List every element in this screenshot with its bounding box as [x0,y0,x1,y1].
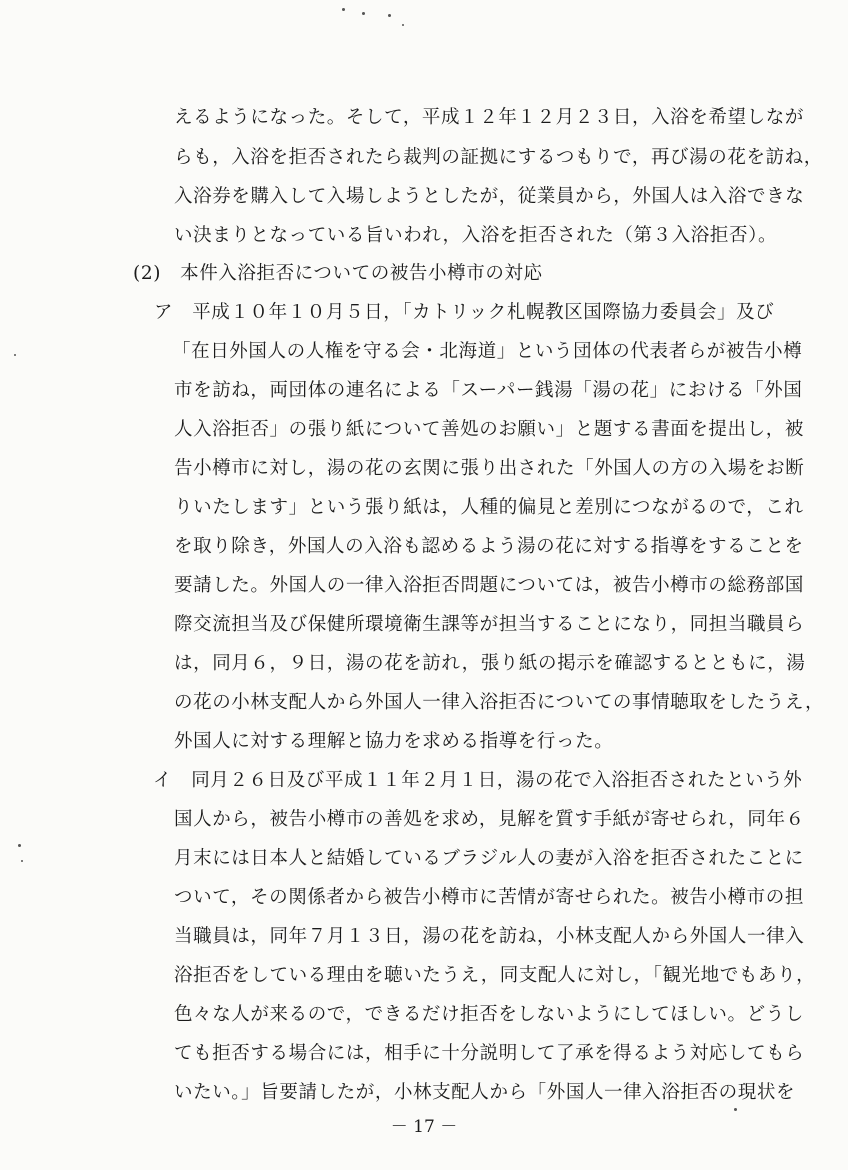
text-line: い決まりとなっている旨いわれ，入浴を拒否された（第３入浴拒否）。 [174,225,778,246]
text-line: ア 平成１０年１０月５日，「カトリック札幌教区国際協力委員会」及び [154,302,775,323]
text-line: 月末には日本人と結婚しているブラジル人の妻が入浴を拒否されたことに [174,848,804,869]
text-line: りいたします」という張り紙は，人種的偏見と差別につながるので，これ [174,497,804,518]
text-line: 色々な人が来るので，できるだけ拒否をしないようにしてほしい。どうし [174,1004,804,1025]
text-line: 国人から，被告小樽市の善処を求め，見解を質す手紙が寄せられ，同年６ [174,809,805,830]
text-line: 要請した。外国人の一律入浴拒否問題については，被告小樽市の総務部国 [174,575,804,596]
text-line: 人入浴拒否」の張り紙について善処のお願い」と題する書面を提出し，被 [174,419,804,440]
text-line: イ 同月２６日及び平成１１年２月１日，湯の花で入浴拒否されたという外 [153,770,803,791]
scan-speck [342,8,345,11]
text-line: えるようになった。そして，平成１２年１２月２３日，入浴を希望しなが [174,107,804,128]
text-line: は，同月６，９日，湯の花を訪れ，張り紙の掲示を確認するとともに，湯 [174,653,806,674]
text-line: 外国人に対する理解と協力を求める指導を行った。 [174,731,614,752]
page-number: － 17 － [390,1117,458,1137]
text-line: 際交流担当及び保健所環境衛生課等が担当することになり，同担当職員ら [174,614,805,635]
scan-speck [388,14,391,17]
text-line: 入浴券を購入して入場しようとしたが，従業員から，外国人は入浴できな [174,186,805,207]
text-line: 市を訪ね，両団体の連名による「スーパー銭湯「湯の花」における「外国 [174,380,803,401]
scan-speck [402,24,404,26]
text-line: 「在日外国人の人権を守る会・北海道」という団体の代表者らが被告小樽 [172,341,803,362]
text-line: 告小樽市に対し，湯の花の玄関に張り出された「外国人の方の入場をお断 [174,458,805,479]
scan-speck [362,12,365,15]
text-line: ても拒否する場合には，相手に十分説明して了承を得るよう対応してもら [174,1043,805,1064]
scan-speck [734,1108,737,1111]
section-heading: (2) 本件入浴拒否についての被告小樽市の対応 [133,263,543,284]
text-line: を取り除き，外国人の入浴も認めるよう湯の花に対する指導をすることを [174,536,804,557]
text-line: らも，入浴を拒否されたら裁判の証拠にするつもりで，再び湯の花を訪ね， [174,147,823,168]
text-line: ついて，その関係者から被告小樽市に苦情が寄せられた。被告小樽市の担 [174,887,804,908]
scan-speck [14,354,16,356]
text-line: の花の小林支配人から外国人一律入浴拒否についての事情聴取をしたうえ， [174,692,825,713]
text-line: いたい。」旨要請したが，小林支配人から「外国人一律入浴拒否の現状を [174,1082,796,1103]
text-line: 当職員は，同年７月１３日，湯の花を訪ね，小林支配人から外国人一律入 [174,926,805,947]
text-line: 浴拒否をしている理由を聴いたうえ，同支配人に対し，「観光地でもあり， [174,965,816,986]
scan-speck [21,860,23,862]
scan-speck [18,844,21,847]
